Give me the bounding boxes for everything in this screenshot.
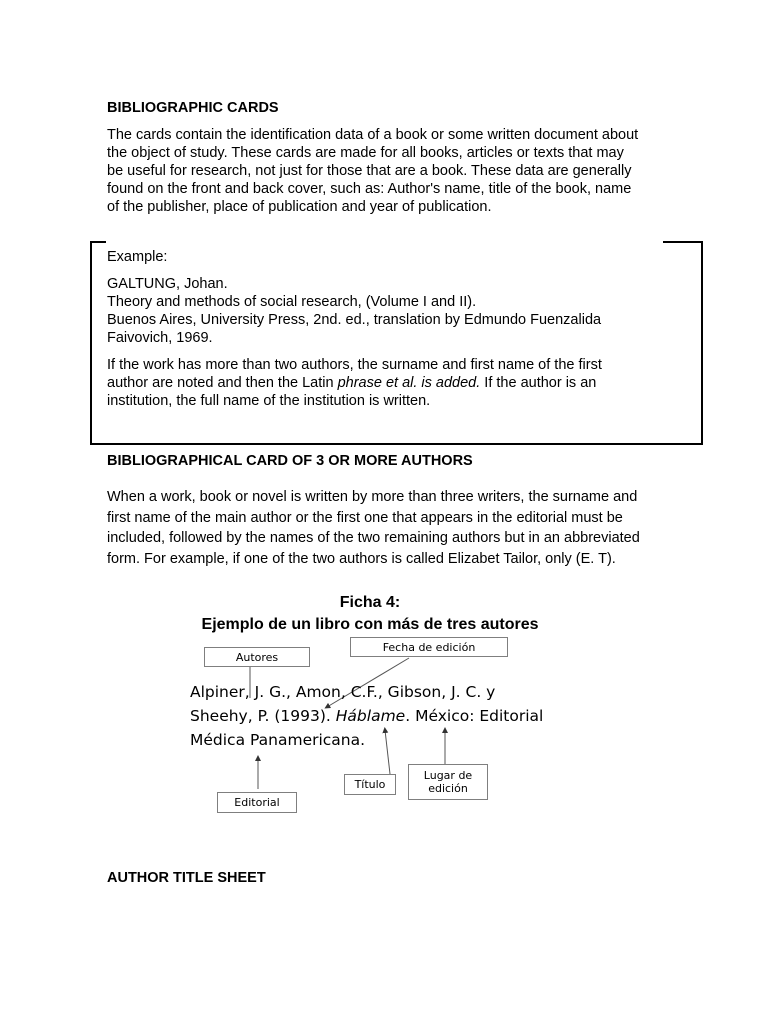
section-heading-bibliographic-cards: BIBLIOGRAPHIC CARDS (107, 100, 279, 116)
ficha-title: Ficha 4: (339, 594, 401, 611)
example-note: institution, the full name of the institution is written. (107, 393, 431, 409)
section-heading-author-title-sheet: AUTHOR TITLE SHEET (107, 870, 266, 886)
example-note-text: If the author is an (480, 375, 597, 391)
example-note-text: author are noted and then the Latin (107, 375, 338, 391)
example-note (107, 374, 677, 392)
label-autores: Autores (204, 647, 310, 667)
paragraph-line: The cards contain the identification data of a book or some written document about (107, 127, 639, 143)
example-note: If the work has more than two authors, the surname and first name of the first (107, 357, 602, 373)
citation-line: Médica Panamericana. (190, 731, 366, 749)
paragraph-line: found on the front and back cover, such as: Author's name, title of the book, name (107, 181, 632, 197)
example-publication: Buenos Aires, University Press, 2nd. ed., translation by Edmundo Fuenzalida (107, 312, 602, 328)
paragraph-line: included, followed by the names of the two remaining authors but in an abbreviated (107, 530, 640, 546)
label-lugar-line: Lugar de (423, 769, 473, 782)
ficha-subtitle: Ejemplo de un libro con más de tres autores (201, 616, 539, 633)
citation-text: . México: Editorial (405, 707, 544, 725)
label-fecha-de-edicion: Fecha de edición (350, 637, 508, 657)
citation-example (190, 680, 543, 752)
citation-title-italic: Háblame (335, 707, 406, 725)
example-box (107, 248, 677, 410)
paragraph-line: be useful for research, not just for those that are a book. These data are generally (107, 163, 632, 179)
example-title: Theory and methods of social research, (Volume I and II). (107, 294, 477, 310)
paragraph-line: first name of the main author or the first one that appears in the editorial must be (107, 509, 623, 526)
example-author: GALTUNG, Johan. (107, 276, 228, 292)
label-lugar-line: edición (428, 782, 468, 795)
example-note-italic: phrase et al. is added. (337, 375, 481, 391)
citation-line: Alpiner, J. G., Amon, C.F., Gibson, J. C. y (190, 683, 496, 701)
label-editorial: Editorial (217, 792, 297, 813)
citation-text: Sheehy, P. (1993). (190, 707, 336, 725)
paragraph-bibliographic-cards (107, 126, 677, 216)
paragraph-line: form. For example, if one of the two authors is called Elizabet Tailor, only (E. T). (107, 550, 616, 567)
label-lugar-de-edicion (408, 764, 488, 800)
paragraph-line: the object of study. These cards are made for all books, articles or texts that may (107, 145, 624, 161)
ficha-figure (180, 590, 560, 820)
example-publication: Faivovich, 1969. (107, 330, 213, 346)
example-label: Example: (107, 249, 168, 265)
paragraph-line: When a work, book or novel is written by more than three writers, the surname and (107, 489, 638, 505)
citation-line (190, 704, 543, 728)
paragraph-3-or-more-authors (107, 487, 677, 569)
label-titulo: Título (344, 774, 396, 795)
section-heading-3-or-more-authors: BIBLIOGRAPHICAL CARD OF 3 OR MORE AUTHORS (107, 453, 473, 469)
paragraph-line: of the publisher, place of publication and year of publication. (107, 199, 492, 215)
